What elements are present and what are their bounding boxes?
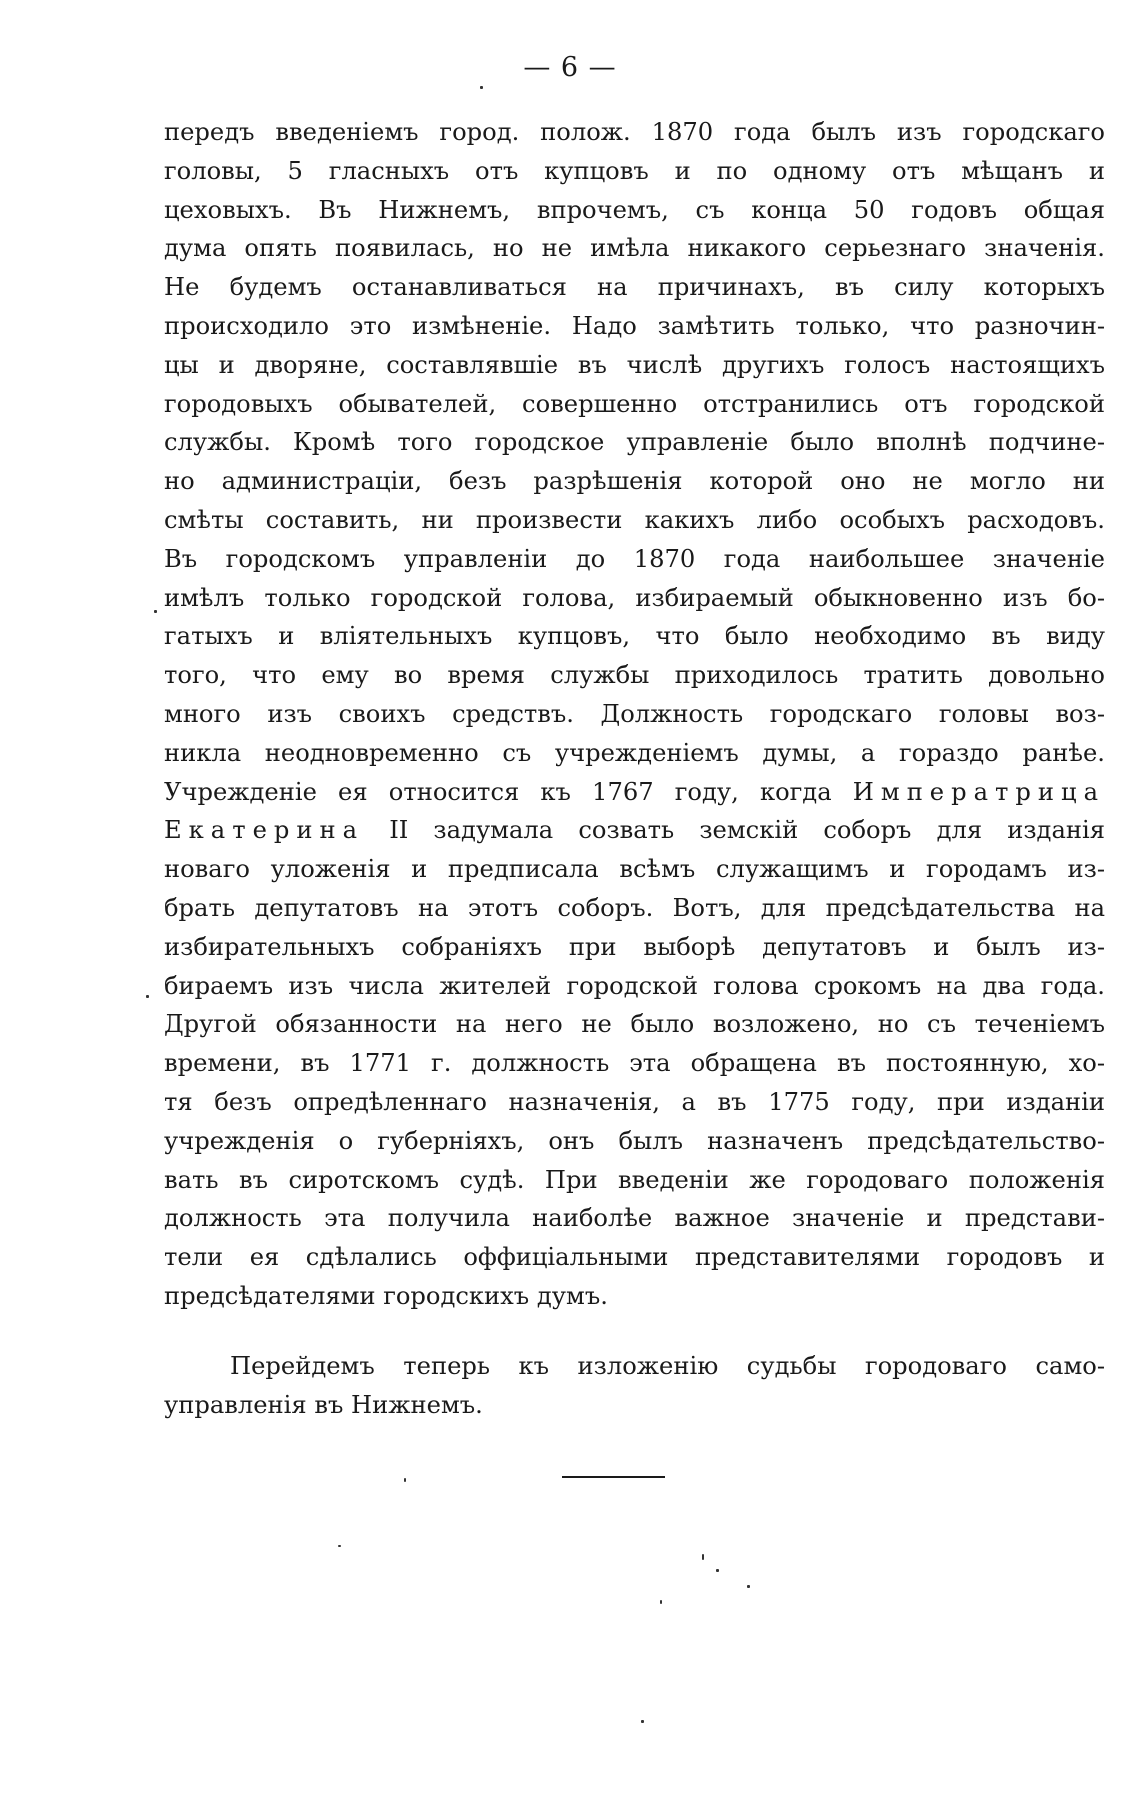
main-paragraph	[164, 113, 1105, 1316]
text-line: тели ея сдѣлались оффиціальными представителями городовъ и	[164, 1243, 1105, 1272]
closing-paragraph	[164, 1347, 1105, 1425]
emphasized-name: Екатерина	[164, 816, 365, 845]
text-line: тя безъ опредѣленнаго назначенія, а въ 1775 году, при изданіи	[164, 1087, 1105, 1116]
scan-speck	[146, 995, 149, 998]
text-line: городовыхъ обывателей, совершенно отстранились отъ городской	[164, 389, 1105, 418]
text-line: должность эта получила наиболѣе важное значеніе и представи-	[164, 1204, 1105, 1233]
text-line: брать депутатовъ на этотъ соборъ. Вотъ, для предсѣдательства на	[164, 893, 1105, 922]
scan-speck	[660, 1600, 662, 1604]
text-line: цеховыхъ. Въ Нижнемъ, впрочемъ, съ конца 50 годовъ общая	[164, 195, 1105, 224]
text-line: головы, 5 гласныхъ отъ купцовъ и по одному отъ мѣщанъ и	[164, 156, 1105, 185]
page-number: — 6 —	[523, 52, 617, 83]
text-line: цы и дворяне, составлявшіе въ числѣ другихъ голосъ настоящихъ	[164, 350, 1105, 379]
text-fragment: Учрежденіе ея относится къ 1767 году, когда	[164, 777, 832, 806]
text-line: дума опять появилась, но не имѣла никакого серьезнаго значенія.	[164, 234, 1105, 263]
text-line: смѣты составить, ни произвести какихъ либо особыхъ расходовъ.	[164, 505, 1105, 534]
scan-speck	[641, 1720, 644, 1723]
text-line-last: управленія въ Нижнемъ.	[164, 1390, 483, 1419]
emphasized-title: Императрица	[852, 777, 1105, 806]
text-line: службы. Кромѣ того городское управленіе было вполнѣ подчине-	[164, 428, 1105, 457]
text-line-last: предсѣдателями городскихъ думъ.	[164, 1281, 608, 1310]
text-line: передъ введеніемъ город. полож. 1870 года былъ изъ городскаго	[164, 118, 1105, 146]
text-line	[164, 773, 1105, 812]
scan-speck	[154, 610, 157, 613]
text-line: того, что ему во время службы приходилось тратить довольно	[164, 661, 1105, 690]
scan-speck	[747, 1585, 750, 1588]
text-line: Другой обязанности на него не было возложено, но съ теченіемъ	[164, 1010, 1105, 1039]
text-line: бираемъ изъ числа жителей городской голова срокомъ на два года.	[164, 971, 1105, 1000]
text-line: вать въ сиротскомъ судѣ. При введеніи же городоваго положенія	[164, 1165, 1105, 1194]
scan-speck	[404, 1478, 406, 1482]
text-line: гатыхъ и вліятельныхъ купцовъ, что было необходимо въ виду	[164, 622, 1105, 651]
text-line: никла неодновременно съ учрежденіемъ думы, а гораздо ранѣе.	[164, 738, 1105, 767]
scan-speck	[702, 1554, 704, 1560]
text-line: Перейдемъ теперь къ изложенію судьбы городоваго само-	[230, 1352, 1105, 1380]
text-line: имѣлъ только городской голова, избираемый обыкновенно изъ бо-	[164, 583, 1105, 612]
scan-speck	[338, 1545, 341, 1547]
text-line: много изъ своихъ средствъ. Должность городскаго головы воз-	[164, 699, 1105, 728]
text-line: времени, въ 1771 г. должность эта обращена въ постоянную, хо-	[164, 1049, 1105, 1078]
text-fragment: II задумала созвать земскій соборъ для изданія	[389, 816, 1105, 845]
text-line: Не будемъ останавливаться на причинахъ, въ силу которыхъ	[164, 273, 1105, 302]
text-line: избирательныхъ собраніяхъ при выборѣ депутатовъ и былъ из-	[164, 932, 1105, 961]
scan-speck	[716, 1569, 719, 1572]
text-line: новаго уложенія и предписала всѣмъ служащимъ и городамъ из-	[164, 855, 1105, 884]
text-line: учрежденія о губерніяхъ, онъ былъ назначенъ предсѣдательство-	[164, 1126, 1105, 1155]
text-line	[164, 811, 1105, 850]
text-line: Въ городскомъ управленіи до 1870 года наибольшее значеніе	[164, 544, 1105, 573]
section-end-rule	[562, 1476, 665, 1478]
text-line: но администраціи, безъ разрѣшенія которой оно не могло ни	[164, 467, 1105, 496]
scan-speck	[480, 86, 483, 89]
text-line: происходило это измѣненіе. Надо замѣтить только, что разночин-	[164, 311, 1105, 340]
